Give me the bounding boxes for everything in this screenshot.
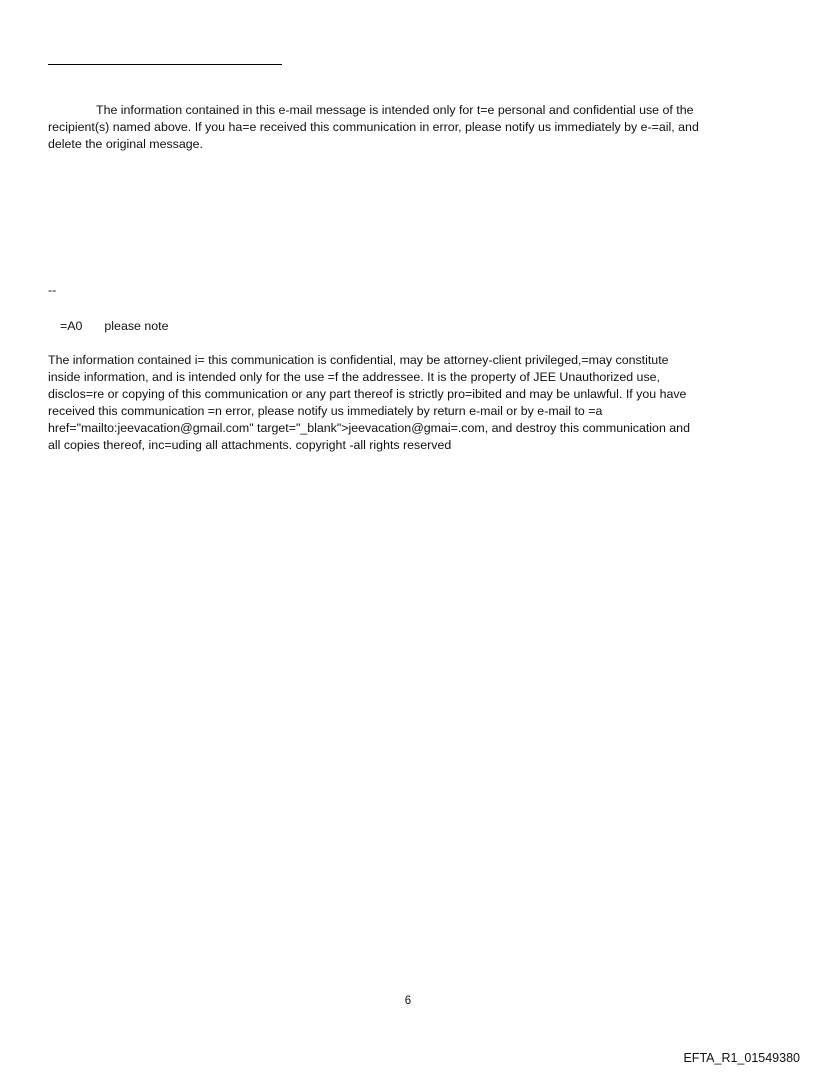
disclaimer-paragraph-1	[48, 102, 699, 153]
text-line: The information contained in this e-mail message is intended only for t=e personal and confidential use of the	[96, 103, 694, 117]
text-line: inside information, and is intended only for the use =f the addressee. It is the property of JEE Unauthorized use,	[48, 370, 660, 384]
signature-separator: --	[48, 283, 57, 297]
note-text: please note	[104, 319, 169, 333]
text-line: delete the original message.	[48, 137, 203, 151]
text-line: received this communication =n error, please notify us immediately by return e-mail or by e-mail to =a	[48, 404, 603, 418]
text-line: The information contained i= this communication is confidential, may be attorney-client privileged,=may constitute	[48, 353, 669, 367]
text-line: disclos=re or copying of this communication or any part thereof is strictly pro=ibited and may be unlawful. If you have	[48, 387, 687, 401]
document-id: EFTA_R1_01549380	[683, 1051, 800, 1065]
note-prefix: =A0	[60, 319, 83, 333]
disclaimer-paragraph-2	[48, 352, 690, 454]
text-line: all copies thereof, inc=uding all attachments. copyright -all rights reserved	[48, 438, 452, 452]
text-line: recipient(s) named above. If you ha=e received this communication in error, please notify us immediately by e-=ail, and	[48, 120, 699, 134]
page-number: 6	[404, 995, 412, 1007]
text-line: href="mailto:jeevacation@gmail.com" target="_blank">jeevacation@gmai=.com, and destroy this communication and	[48, 421, 690, 435]
note-line	[60, 318, 168, 335]
footnote-rule	[48, 64, 282, 65]
